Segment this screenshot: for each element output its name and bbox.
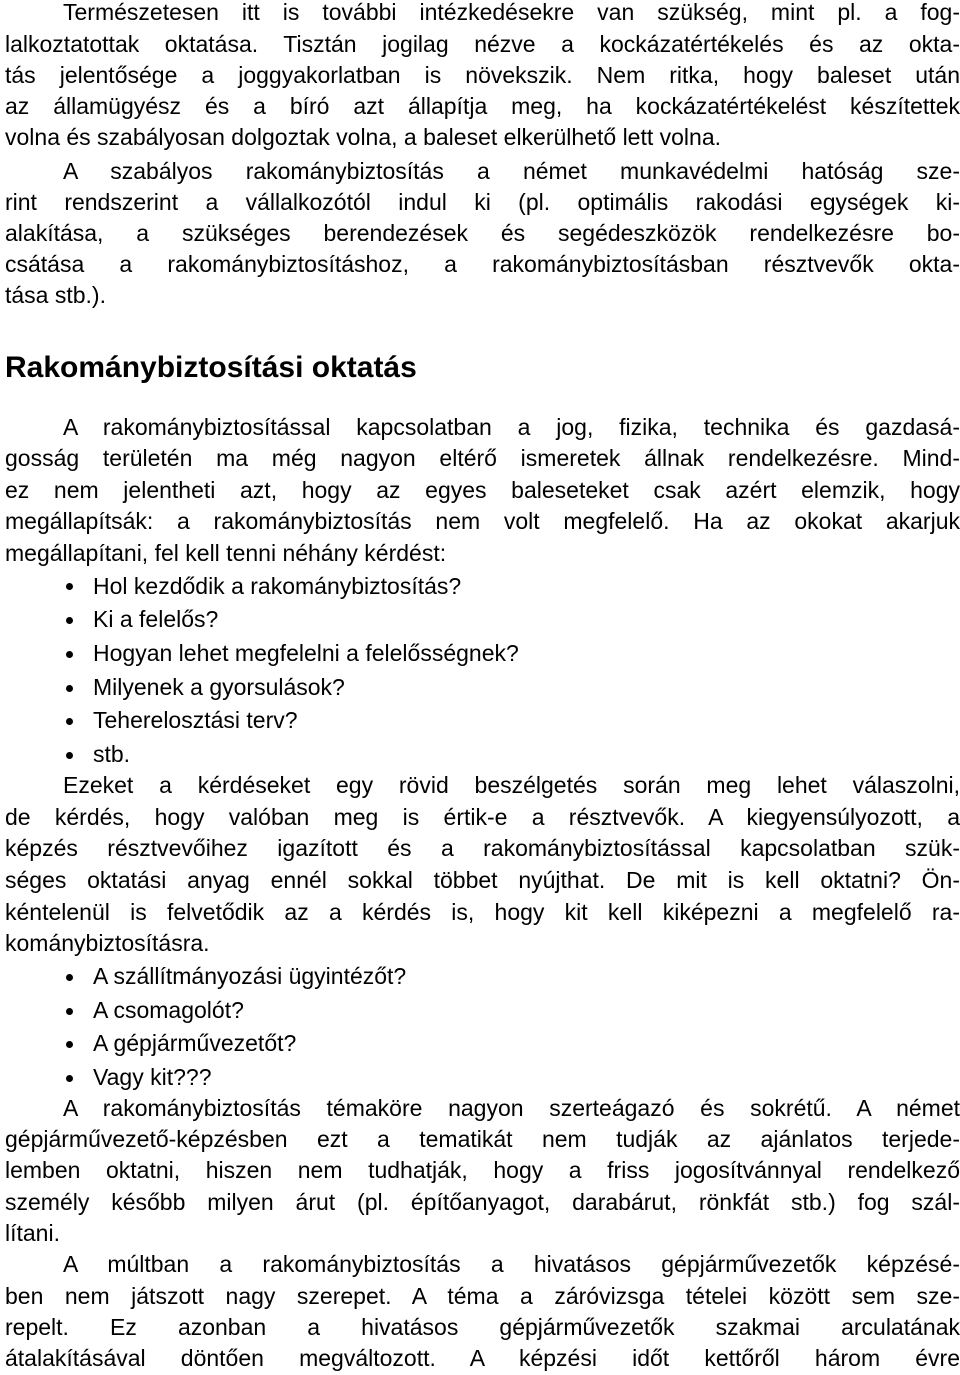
text-line: alakítása, a szükséges berendezések és segédeszközök rendelkezésre bo- <box>5 220 960 246</box>
text-line: az államügyész és a bíró azt állapítja meg, ha kockázatértékelést készítettek <box>5 93 960 119</box>
text-line: személy később milyen árut (pl. építőanyagot, darabárut, rönkfát stb.) fog szál- <box>5 1189 960 1215</box>
text-line: lalkoztatottak oktatása. Tisztán jogilag nézve a kockázatértékelés és az okta- <box>5 31 960 57</box>
text-line: Természetesen itt is további intézkedésekre van szükség, mint pl. a fog- <box>63 0 960 25</box>
list-item-text: Vagy kit??? <box>93 1064 212 1090</box>
text-line: A rakománybiztosítással kapcsolatban a jog, fizika, technika és gazdasá- <box>63 414 960 440</box>
list-item-text: A csomagolót? <box>93 997 244 1023</box>
text-line: gépjárművezető-képzésben ezt a tematikát nem tudják az ajánlatos terjede- <box>5 1126 960 1152</box>
text-line: volna és szabályosan dolgoztak volna, a baleset elkerülhető lett volna. <box>5 124 722 150</box>
text-line: kománybiztosításra. <box>5 930 210 956</box>
text-line: lítani. <box>5 1220 60 1246</box>
text-line: tás jelentősége a joggyakorlatban is növekszik. Nem ritka, hogy baleset után <box>5 62 960 88</box>
text-line: gosság területén ma még nagyon eltérő ismeretek állnak rendelkezésre. Mind- <box>5 445 960 471</box>
text-line: tása stb.). <box>5 282 106 308</box>
text-line: ben nem játszott nagy szerepet. A téma a záróvizsga tételei között sem sze- <box>5 1283 960 1309</box>
list-item-text: Hogyan lehet megfelelni a felelősségnek? <box>93 640 519 666</box>
text-line: repelt. Ez azonban a hivatásos gépjárművezetők szakmai arculatának <box>5 1314 960 1340</box>
text-line: A szabályos rakománybiztosítás a német munkavédelmi hatóság sze- <box>63 158 960 184</box>
text-line: csátása a rakománybiztosításhoz, a rakománybiztosításban résztvevők okta- <box>5 251 960 277</box>
text-line: megállapítsák: a rakománybiztosítás nem volt megfelelő. Ha az okokat akarjuk <box>5 508 960 534</box>
list-item-text: A szállítmányozási ügyintézőt? <box>93 963 407 989</box>
list-item-text: stb. <box>93 741 131 767</box>
list-item-text: Hol kezdődik a rakománybiztosítás? <box>93 573 462 599</box>
list-item-text: A gépjárművezetőt? <box>93 1030 297 1056</box>
text-line: képzés résztvevőihez igazított és a rakománybiztosítással kapcsolatban szük- <box>5 835 960 861</box>
list-item-text: Teherelosztási terv? <box>93 707 298 733</box>
text-line: A rakománybiztosítás témaköre nagyon szerteágazó és sokrétű. A német <box>63 1095 960 1121</box>
text-line: Ezeket a kérdéseket egy rövid beszélgetés során meg lehet válaszolni, <box>63 772 960 798</box>
text-line: A múltban a rakománybiztosítás a hivatásos gépjárművezetők képzésé- <box>63 1251 960 1277</box>
text-line: séges oktatási anyag ennél sokkal többet nyújthat. De mit is kell oktatni? Ön- <box>5 867 960 893</box>
list-item-text: Ki a felelős? <box>93 606 219 632</box>
text-line: megállapítani, fel kell tenni néhány kérdést: <box>5 540 447 566</box>
text-line: lemben oktatni, hiszen nem tudhatják, hogy a friss jogosítvánnyal rendelkező <box>5 1157 960 1183</box>
text-line: rint rendszerint a vállalkozótól indul ki (pl. optimális rakodási egységek ki- <box>5 189 960 215</box>
text-line: de kérdés, hogy valóban meg is értik-e a résztvevők. A kiegyensúlyozott, a <box>5 804 960 830</box>
text-line: ez nem jelentheti azt, hogy az egyes baleseteket csak azért elemzik, hogy <box>5 477 960 503</box>
text-line: átalakításával döntően megváltozott. A képzési időt kettőről három évre <box>5 1345 960 1371</box>
text-line: kéntelenül is felvetődik az a kérdés is, hogy kit kell kiképezni a megfelelő ra- <box>5 899 960 925</box>
list-item-text: Milyenek a gyorsulások? <box>93 674 345 700</box>
section-heading: Rakománybiztosítási oktatás <box>5 351 417 384</box>
